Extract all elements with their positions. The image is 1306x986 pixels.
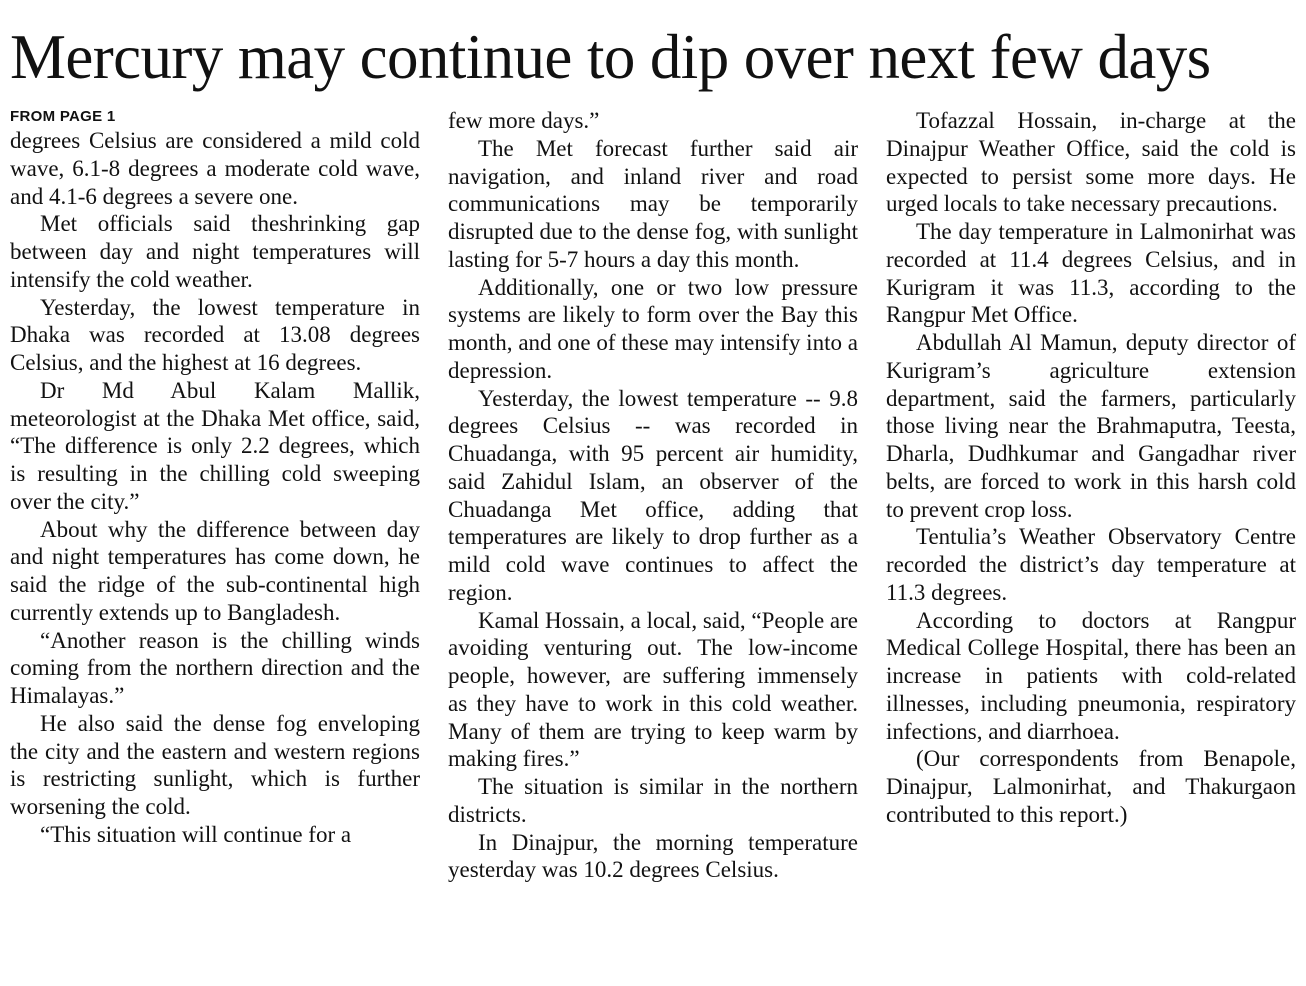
article-column-2	[448, 107, 858, 884]
paragraph: Abdullah Al Mamun, deputy director of Kurigram’s agriculture extension department, said the farmers, particularly those living near the Brahmaputra, Teesta, Dharla, Dudhkumar and Gangadhar river belts, are forced to work in this harsh cold to prevent crop loss.	[886, 330, 1296, 522]
paragraph: Kamal Hossain, a local, said, “People are avoiding venturing out. The low-income people, however, are suffering immensely as they have to work in this cold weather. Many of them are trying to keep warm by making fires.”	[448, 607, 859, 772]
article-column-3	[886, 107, 1296, 829]
paragraph: About why the difference between day and night temperatures has come down, he said the ridge of the sub-continental high currently extends up to Bangladesh.	[10, 516, 420, 625]
article-column-1	[10, 107, 420, 849]
paragraph: few more days.”	[448, 108, 600, 133]
paragraph: Met officials said theshrinking gap between day and night temperatures will intensify the cold weather.	[10, 211, 420, 292]
paragraph: He also said the dense fog enveloping the city and the eastern and western regions is restricting sunlight, which is further worsening the cold.	[10, 710, 420, 819]
paragraph: degrees Celsius are considered a mild cold wave, 6.1-8 degrees a moderate cold wave, and 4.1-6 degrees a severe one.	[10, 128, 420, 209]
headline: Mercury may continue to dip over next few days	[10, 22, 1211, 92]
paragraph: The situation is similar in the northern districts.	[448, 774, 858, 827]
paragraph: The Met forecast further said air navigation, and inland river and road communications may be temporarily disrupted due to the dense fog, with sunlight lasting for 5-7 hours a day this month.	[448, 135, 858, 272]
paragraph: “Another reason is the chilling winds coming from the northern direction and the Himalayas.”	[10, 627, 420, 708]
paragraph: Tentulia’s Weather Observatory Centre recorded the district’s day temperature at 11.3 degrees.	[886, 524, 1296, 605]
paragraph: In Dinajpur, the morning temperature yesterday was 10.2 degrees Celsius.	[448, 829, 858, 883]
paragraph: Yesterday, the lowest temperature -- 9.8 degrees Celsius -- was recorded in Chuadanga, with 95 percent air humidity, said Zahidul Islam, an observer of the Chuadanga Met office, adding that temperatures are likely to drop further as a mild cold wave continues to affect the region.	[448, 385, 858, 605]
continuation-kicker: FROM PAGE 1	[10, 108, 116, 125]
paragraph: (Our correspondents from Benapole, Dinajpur, Lalmonirhat, and Thakurgaon contributed to this report.)	[886, 746, 1296, 827]
paragraph: The day temperature in Lalmonirhat was recorded at 11.4 degrees Celsius, and in Kurigram it was 11.3, according to the Rangpur Met Office.	[886, 219, 1296, 328]
paragraph: Dr Md Abul Kalam Mallik, meteorologist at the Dhaka Met office, said, “The difference is only 2.2 degrees, which is resulting in the chilling cold sweeping over the city.”	[10, 377, 420, 514]
paragraph: “This situation will continue for a	[40, 821, 352, 847]
paragraph: Yesterday, the lowest temperature in Dhaka was recorded at 13.08 degrees Celsius, and the highest at 16 degrees.	[10, 294, 420, 375]
paragraph: Additionally, one or two low pressure systems are likely to form over the Bay this month, and one of these may intensify into a depression.	[448, 274, 858, 383]
paragraph: According to doctors at Rangpur Medical College Hospital, there has been an increase in patients with cold-related illnesses, including pneumonia, respiratory infections, and diarrhoea.	[886, 607, 1296, 744]
paragraph: Tofazzal Hossain, in-charge at the Dinajpur Weather Office, said the cold is expected to persist some more days. He urged locals to take necessary precautions.	[886, 108, 1296, 217]
